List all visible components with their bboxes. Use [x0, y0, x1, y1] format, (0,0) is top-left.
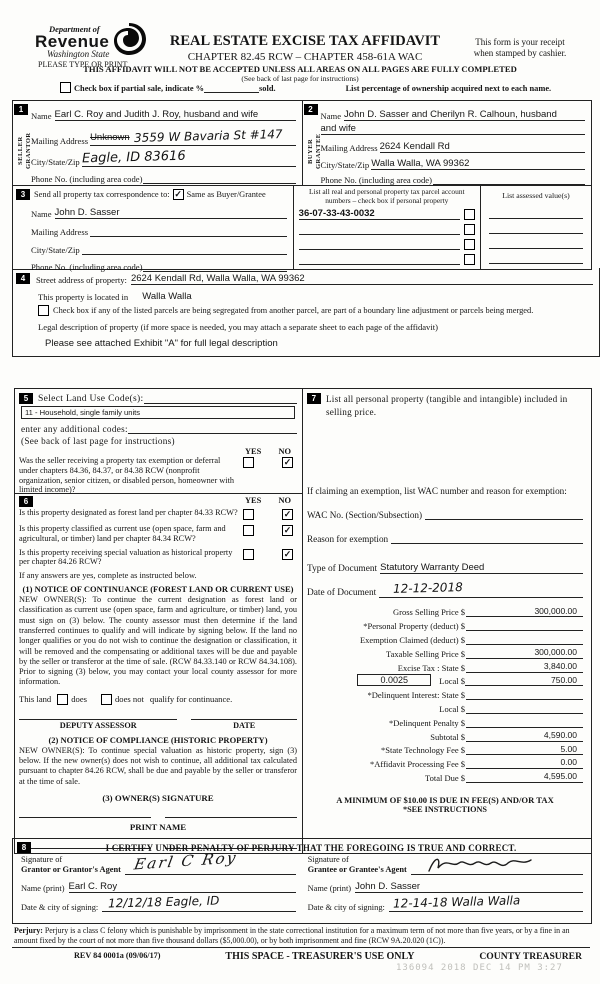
owner-signature-line-1[interactable]: [19, 817, 151, 818]
print-name-title: PRINT NAME: [129, 821, 187, 832]
county-treasurer-label: COUNTY TREASURER: [479, 951, 582, 962]
buyer-side-label: BUYER GRANTEE: [306, 133, 322, 169]
fee-label-total-due: Total Due $: [424, 773, 465, 784]
logo-revenue-line: Revenue: [35, 32, 110, 51]
section-2-badge: 2: [304, 104, 318, 115]
street-address-value[interactable]: 2624 Kendall Rd, Walla Walla, WA 99362: [131, 273, 461, 285]
receipt-note-line1: This form is your receipt: [475, 37, 565, 47]
fee-value-processing-fee[interactable]: 0.00: [466, 758, 583, 769]
buyer-csz-label: City/State/Zip: [320, 160, 370, 170]
wac-no-label: WAC No. (Section/Subsection): [307, 509, 423, 520]
local-rate-box: 0.0025: [357, 674, 431, 686]
land-use-section: [15, 389, 303, 493]
grantee-date-value[interactable]: 12-14-18 Walla Walla: [389, 893, 583, 912]
fee-value-total-due[interactable]: 4,595.00: [466, 772, 583, 783]
land-does-checkbox[interactable]: [57, 694, 68, 705]
assessed-value-4[interactable]: [489, 263, 583, 264]
street-address-extra-line: [461, 284, 593, 285]
grantor-signature-line[interactable]: [125, 848, 296, 875]
fee-label-processing-fee: *Affidavit Processing Fee $: [370, 759, 465, 770]
parties-box: [12, 100, 592, 270]
form-subtitle: CHAPTER 82.45 RCW – CHAPTER 458-61A WAC: [187, 51, 423, 63]
sec6-yes-header: YES: [245, 496, 262, 505]
assessed-header: List assessed value(s): [502, 191, 570, 200]
owner-signature-line-2[interactable]: [165, 817, 297, 818]
certify-statement: I CERTIFY UNDER PENALTY OF PERJURY THAT THE FOREGOING IS TRUE AND CORRECT.: [105, 842, 517, 853]
acceptance-warning: THIS AFFIDAVIT WILL NOT BE ACCEPTED UNLESS ALL AREAS ON ALL PAGES ARE FULLY COMPLETED: [83, 64, 517, 74]
treasurer-date-stamp: 136094 2018 DEC 14 PM 3:27: [396, 963, 563, 973]
deputy-date-signline[interactable]: DATE: [191, 719, 297, 730]
please-type-note: PLEASE TYPE OR PRINT: [38, 60, 128, 69]
seller-phone-value[interactable]: [143, 183, 295, 184]
corr-name-value[interactable]: John D. Sasser: [55, 207, 287, 219]
buyer-name-value-line1[interactable]: John D. Sasser and Cherilyn R. Calhoun, husband: [344, 109, 585, 121]
segregated-checkbox[interactable]: [38, 305, 49, 316]
fee-label-delinq-int-state: *Delinquent Interest: State $: [367, 690, 465, 701]
perjury-head: Perjury:: [14, 926, 43, 935]
parcel-numbers-section: [294, 186, 481, 269]
grantee-sig-label2: Grantee or Grantee's Agent: [307, 865, 407, 875]
corr-csz-value[interactable]: [82, 254, 287, 255]
personal-property-label: List all personal property (tangible and intangible) included in selling price.: [326, 394, 568, 418]
parcel-personal-checkbox-3[interactable]: [464, 239, 475, 250]
certification-section: [12, 838, 592, 924]
forest-yes-checkbox[interactable]: [243, 509, 254, 520]
seller-mailing-value[interactable]: Unknown 3559 W Bavaria St #147: [90, 127, 295, 146]
grantee-sig-label1: Signature of: [307, 855, 349, 864]
land-use-code-value[interactable]: 11 - Household, single family units: [21, 406, 295, 419]
receipt-note-line2: when stamped by cashier.: [473, 48, 567, 59]
parcel-personal-checkbox-1[interactable]: [464, 209, 475, 220]
perjury-text: Perjury is a class C felony which is punishable by imprisonment in the state correctional institution for a maximum term of not more than five years, or by a fine in an amount fixed by the court of not more than five thousand dollars ($5,000.00), or by both imprisonment and fine (RCW 9A.20.020 (1C)).: [14, 926, 570, 945]
fee-label-local: Local $: [439, 676, 465, 687]
grantor-date-label: Date & city of signing:: [21, 903, 99, 913]
seller-section: [13, 101, 303, 185]
buyer-mailing-value[interactable]: 2624 Kendall Rd: [380, 141, 585, 153]
fee-label-exemption: Exemption Claimed (deduct) $: [359, 635, 465, 646]
exemption-claim-label: If claiming an exemption, list WAC number and reason for exemption:: [307, 485, 567, 496]
grantor-date-value[interactable]: 12/12/18 Eagle, ID: [102, 893, 296, 912]
fee-label-tech-fee: *State Technology Fee $: [381, 745, 465, 756]
fee-label-delinq-penalty: *Delinquent Penalty $: [388, 717, 465, 728]
street-address-label: Street address of property:: [36, 275, 127, 285]
land-does-not-label: does not: [115, 694, 144, 705]
buyer-mailing-label: Mailing Address: [320, 143, 378, 153]
current-use-question: Is this property classified as current use (open space, farm and agricultural, or timber) land per chapter 84.34 RCW?: [19, 524, 226, 543]
perjury-notice: [14, 926, 588, 946]
historical-question: Is this property receiving special valuation as historical property per chapter 84.26 RCW?: [19, 547, 233, 567]
corr-csz-label: City/State/Zip: [31, 245, 80, 255]
if-any-yes-note: If any answers are yes, complete as instructed below.: [19, 571, 197, 581]
section-6-badge: 6: [19, 496, 33, 507]
sec5-no-header: NO: [278, 447, 291, 456]
assessed-value-1[interactable]: [489, 218, 583, 219]
fee-label-personal: *Personal Property (deduct) $: [363, 621, 465, 632]
partial-sale-label: Check box if partial sale, indicate %: [74, 84, 205, 93]
grantee-date-label: Date & city of signing:: [307, 903, 385, 913]
minimum-due-note: A MINIMUM OF $10.00 IS DUE IN FEE(S) AND/OR TAX: [336, 795, 554, 806]
seller-csz-label: City/State/Zip: [31, 157, 80, 167]
historical-no-checkbox[interactable]: [282, 549, 293, 560]
corr-mailing-label: Mailing Address: [31, 227, 89, 237]
corr-mailing-value[interactable]: [90, 236, 287, 237]
partial-sale-percent-field[interactable]: [204, 92, 259, 93]
exemption-question: Was the seller receiving a property tax exemption or deferral under chapters 84.36, 84.37, or 84.38 RCW (nonprofit organization, senior citizen, or disabled person, homeowner with limited income)?: [19, 456, 235, 495]
seller-name-label: Name: [31, 111, 52, 121]
logo-state-line: Washington State: [47, 49, 110, 60]
grantor-signature: Earl C Roy: [132, 848, 240, 874]
grantee-signature-line[interactable]: [411, 856, 583, 875]
located-in-value[interactable]: Walla Walla: [142, 291, 192, 302]
grantee-print-value[interactable]: John D. Sasser: [355, 881, 583, 893]
fee-value-local[interactable]: 750.00: [465, 676, 583, 687]
parcel-number-3[interactable]: [299, 249, 460, 250]
section-3-badge: 3: [16, 189, 30, 200]
this-land-label: This land: [19, 694, 52, 705]
assessed-value-3[interactable]: [489, 248, 583, 249]
sec6-no-header: NO: [278, 496, 291, 505]
form-rev-number: REV 84 0001a (09/06/17): [74, 951, 161, 960]
land-does-not-checkbox[interactable]: [101, 694, 112, 705]
segregated-label: Check box if any of the listed parcels are being segregated from another parcel, are part of a boundary line adjustment or parcels being merged.: [53, 306, 534, 315]
fee-value-personal[interactable]: [466, 630, 583, 631]
buyer-name-value-line2: and wife: [321, 123, 586, 135]
fee-value-excise-state[interactable]: 3,840.00: [466, 662, 583, 673]
partial-sale-checkbox[interactable]: [60, 82, 71, 93]
grantee-signing-block: [308, 855, 583, 912]
buyer-phone-value[interactable]: [433, 184, 585, 185]
doc-date-value[interactable]: 12-12-2018: [379, 579, 583, 598]
same-as-buyer-label: Same as Buyer/Grantee: [186, 190, 266, 199]
dor-logo: [35, 24, 147, 59]
parcel-number-4[interactable]: [299, 264, 460, 265]
forest-land-section: [15, 493, 303, 849]
parcel-header: List all real and personal property tax parcel account numbers – check box if personal property: [309, 187, 465, 205]
sec5-see-back: (See back of last page for instructions): [21, 436, 175, 446]
fee-value-tech-fee[interactable]: 5.00: [466, 745, 583, 756]
section-5-badge: 5: [19, 393, 33, 404]
fee-value-gross[interactable]: 300,000.00: [466, 607, 583, 618]
land-use-column: [14, 388, 303, 854]
land-does-label: does: [71, 694, 87, 705]
same-as-buyer-checkbox[interactable]: [173, 189, 184, 200]
grantee-print-label: Name (print): [307, 884, 352, 894]
corr-name-label: Name: [31, 209, 52, 219]
notice-compliance-title: (2) NOTICE OF COMPLIANCE (HISTORIC PROPERTY): [48, 734, 268, 745]
ownership-note: List percentage of ownership acquired next to each name.: [345, 84, 552, 93]
grantor-sig-label1: Signature of: [21, 855, 63, 864]
legal-description-label: Legal description of property (if more space is needed, you may attach a separate sheet to each page of the affidavit): [38, 322, 438, 332]
section-1-badge: 1: [14, 104, 28, 115]
additional-codes-field[interactable]: [128, 433, 297, 434]
grantor-print-value[interactable]: Earl C. Roy: [69, 881, 297, 893]
parcel-number-2[interactable]: [299, 234, 460, 235]
grantor-sig-label2: Grantor or Grantor's Agent: [21, 865, 121, 875]
grantee-signature-scribble: [425, 854, 535, 874]
deputy-assessor-signline[interactable]: DEPUTY ASSESSOR: [19, 719, 177, 730]
seller-side-label: SELLER GRANTOR: [17, 132, 32, 170]
grantor-signing-block: [21, 848, 296, 913]
logo-dept-line: Department of: [49, 24, 100, 34]
historical-yes-checkbox[interactable]: [243, 549, 254, 560]
see-back-note: (See back of last page for instructions): [241, 74, 359, 83]
seller-name-value[interactable]: Earl C. Roy and Judith J. Roy, husband and wife: [55, 109, 296, 121]
current-use-yes-checkbox[interactable]: [243, 525, 254, 536]
forest-no-checkbox[interactable]: [282, 509, 293, 520]
see-instructions-note: *SEE INSTRUCTIONS: [403, 805, 487, 815]
notice-compliance-body: NEW OWNER(S): To continue special valuation as historic property, sign (3) below. If the new owner(s) does not wish to continue, all additional tax calculated pursuant to chapter 84.26 RCW, shall be due and payable by the seller or transferor at the time of sale.: [19, 745, 297, 786]
doc-date-label: Date of Document: [307, 587, 377, 598]
reason-exemption-label: Reason for exemption: [307, 533, 389, 544]
legal-description-value: Please see attached Exhibit "A" for full legal description: [45, 337, 278, 349]
additional-codes-label: enter any additional codes:: [21, 424, 128, 434]
located-in-label: This property is located in: [38, 292, 129, 302]
grantor-print-label: Name (print): [21, 884, 65, 894]
sec5-yes-header: YES: [245, 447, 262, 456]
fee-value-delinq-penalty[interactable]: [466, 727, 583, 728]
parcel-number-1[interactable]: 36-07-33-43-0032: [299, 208, 460, 220]
seller-csz-value[interactable]: Eagle, ID 83616: [82, 148, 296, 167]
exemption-yes-checkbox[interactable]: [243, 457, 254, 468]
fee-value-exemption[interactable]: [466, 644, 583, 645]
property-address-section: [12, 268, 600, 357]
doc-type-label: Type of Document: [307, 563, 378, 574]
assessed-value-2[interactable]: [489, 233, 583, 234]
send-correspondence-label: Send all property tax correspondence to:: [34, 190, 170, 199]
tax-correspondence-section: [13, 186, 294, 272]
seller-phone-label: Phone No. (including area code): [31, 174, 143, 184]
owners-signature-title: (3) OWNER(S) SIGNATURE: [102, 792, 214, 803]
form-title: REAL ESTATE EXCISE TAX AFFIDAVIT: [169, 33, 441, 49]
buyer-phone-label: Phone No. (including area code): [320, 175, 432, 185]
fee-label-delinq-int-local: Local $: [439, 704, 465, 715]
land-use-title: Select Land Use Code(s):: [38, 393, 144, 404]
treasurer-use-label: THIS SPACE - TREASURER'S USE ONLY: [225, 951, 415, 962]
fee-label-subtotal: Subtotal $: [430, 731, 465, 742]
fee-value-subtotal[interactable]: 4,590.00: [466, 731, 583, 742]
wac-no-field[interactable]: [425, 519, 583, 520]
partial-sale-sold-label: sold.: [259, 84, 276, 93]
notice-continuance-title: (1) NOTICE OF CONTINUANCE (FOREST LAND OR CURRENT USE): [22, 584, 294, 595]
forest-land-question: Is this property designated as forest land per chapter 84.33 RCW?: [19, 508, 238, 517]
buyer-csz-value[interactable]: Walla Walla, WA 99362: [371, 158, 585, 170]
fee-label-taxable: Taxable Selling Price $: [386, 648, 465, 659]
notice-continuance-body: NEW OWNER(S): To continue the current designation as forest land or classification as current use (open space, farm and agriculture, or timber) land, you must sign on (3) below. The county assessor must then determine if the land transferred continues to qualify and will indicate by signing below. If the land no longer qualifies or you do not wish to continue the designation or classification, it will be removed and the compensating or additional taxes will be due and payable by the seller or transferor at the time of sale. (RCW 84.33.140 or RCW 84.34.108). Prior to signing (3) below, you may contact your local county assessor for more information.: [19, 595, 297, 687]
current-use-no-checkbox[interactable]: [282, 525, 293, 536]
tax-computation-column: [302, 388, 592, 854]
section-4-badge: 4: [16, 273, 30, 284]
section-8-badge: 8: [17, 842, 31, 853]
seller-mailing-label: Mailing Address: [31, 136, 89, 146]
personal-property-blank-area[interactable]: [307, 420, 583, 486]
fee-value-delinq-int-state[interactable]: [466, 699, 583, 700]
reason-exemption-field[interactable]: [391, 543, 583, 544]
corr-phone-label: Phone No. (including area code): [31, 262, 143, 272]
assessed-values-section: [481, 186, 591, 269]
fee-label-gross: Gross Selling Price $: [392, 607, 465, 618]
fee-value-delinq-int-local[interactable]: [466, 713, 583, 714]
buyer-section: [303, 101, 592, 185]
exemption-no-checkbox[interactable]: [282, 457, 293, 468]
doc-type-value[interactable]: Statutory Warranty Deed: [380, 562, 583, 574]
fee-value-taxable[interactable]: 300,000.00: [466, 648, 583, 659]
parcel-personal-checkbox-2[interactable]: [464, 224, 475, 235]
fee-label-excise-state: Excise Tax : State $: [397, 662, 465, 673]
parcel-personal-checkbox-4[interactable]: [464, 254, 475, 265]
qualify-label: qualify for continuance.: [149, 694, 233, 705]
section-7-badge: 7: [307, 393, 321, 404]
buyer-name-label: Name: [320, 111, 342, 121]
